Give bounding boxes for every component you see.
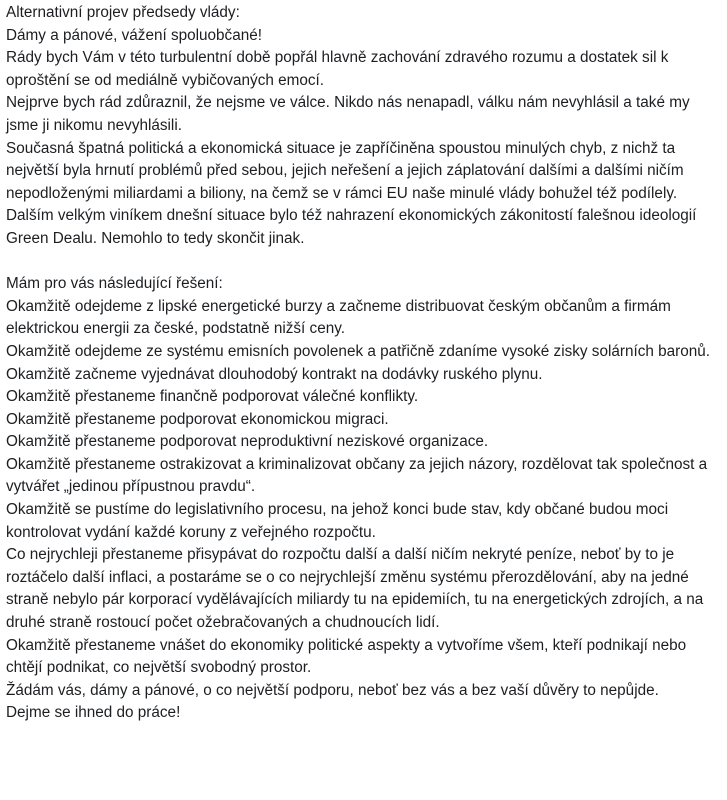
solution-item: Okamžitě přestaneme vnášet do ekonomiky politické aspekty a vytvoříme všem, kteří podnikají nebo chtějí podnikat, co největší svobodný prostor. <box>6 636 687 677</box>
solution-item: Okamžitě přestaneme podporovat neproduktivní neziskové organizace. <box>6 433 489 451</box>
post-title: Alternativní projev předsedy vlády: <box>6 4 240 21</box>
closing-call: Dejme se ihned do práce! <box>6 704 181 722</box>
solution-item: Co nejrychleji přestaneme přisypávat do rozpočtu další a další ničím nekryté peníze, neboť by to je roztáčelo další inflaci, a postaráme se o co nejrychlejší změnu systému přerozdělování, aby na jedné straně nebylo pár korporací vydělávajících miliardy tu na epidemiích, tu na energetických zdrojích, a na druhé straně rostoucí počet ožebračovaných a chudnoucích lidí. <box>6 546 704 632</box>
solution-item: Okamžitě začneme vyjednávat dlouhodobý kontrakt na dodávky ruského plynu. <box>6 365 543 383</box>
paragraph-situation: Současná špatná politická a ekonomická situace je zapříčiněna spoustou minulých chyb, z nichž ta největší byla hrnutí problémů před sebou, jejich neřešení a jejich záplatování dalšími a dalšími ničím nepodloženými miliardami a biliony, na čemž se v rámci EU naše minulé vlády bohužel též podílely. Dalším velkým viníkem dnešní situace bylo též nahrazení ekonomických zákonitostí falešnou ideologií Green Dealu. Nemohlo to tedy skončit jinak. <box>6 139 697 247</box>
solution-item: Okamžitě přestaneme podporovat ekonomickou migraci. <box>6 410 389 428</box>
solution-item: Okamžitě odejdeme z lipské energetické burzy a začneme distribuovat českým občanům a firmám elektrickou energii za české, podstatně nižší ceny. <box>6 297 671 338</box>
paragraph-greeting: Dámy a pánové, vážení spoluobčané! <box>6 26 262 44</box>
solutions-intro: Mám pro vás následující řešení: <box>6 275 223 293</box>
paragraph-wishes: Rády bych Vám v této turbulentní době popřál hlavně zachování zdravého rozumu a dostatek sil k oproštění se od mediálně vybičovaných emocí. <box>6 49 669 89</box>
paragraph-not-at-war: Nejprve bych rád zdůraznil, že nejsme ve válce. Nikdo nás nenapadl, válku nám nevyhlásil a také my jsme ji nikomu nevyhlásili. <box>6 94 690 134</box>
closing-request: Žádám vás, dámy a pánové, o co největší podporu, neboť bez vás a bez vaší důvěry to nepůjde. <box>6 681 659 699</box>
solution-item: Okamžitě odejdeme ze systému emisních povolenek a patřičně zdaníme vysoké zisky solárních baronů. <box>6 342 710 360</box>
solution-item: Okamžitě přestaneme ostrakizovat a kriminalizovat občany za jejich názory, rozdělovat tak společnost a vytvářet „jedinou přípustnou pravdu“. <box>6 455 708 496</box>
solution-item: Okamžitě se pustíme do legislativního procesu, na jehož konci bude stav, kdy občané budou moci kontrolovat vydání každé koruny z veřejného rozpočtu. <box>6 501 669 541</box>
solution-item: Okamžitě přestaneme finančně podporovat válečné konflikty. <box>6 388 419 406</box>
